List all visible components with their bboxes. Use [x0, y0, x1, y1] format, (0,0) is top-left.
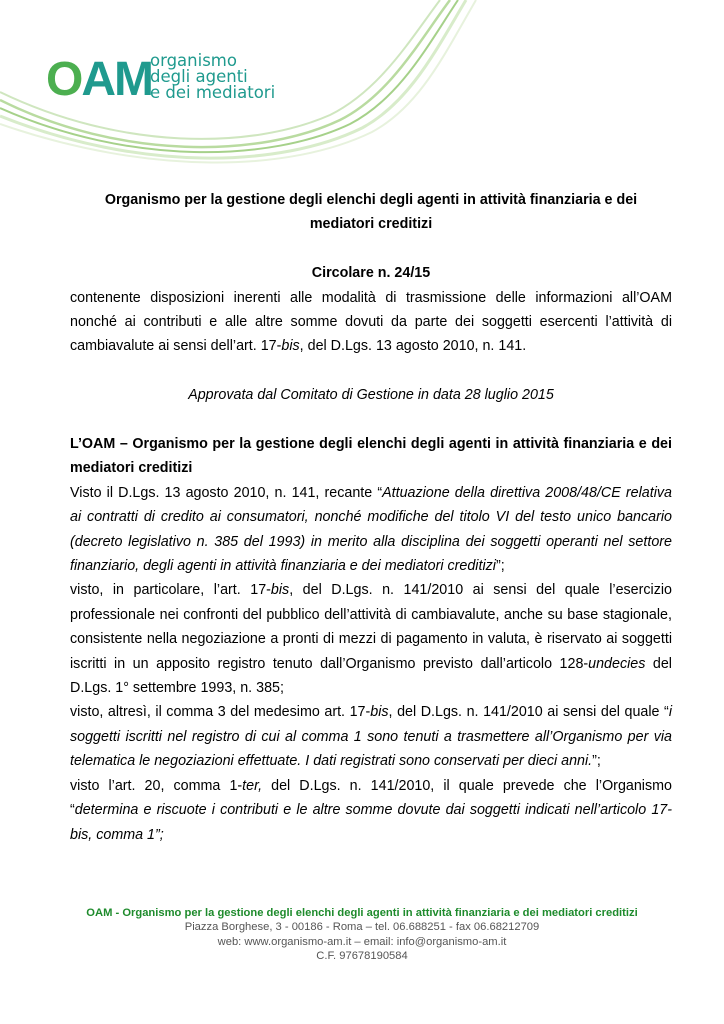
approval-note: Approvata dal Comitato di Gestione in data 28 luglio 2015	[188, 387, 554, 404]
oam-logo	[46, 53, 152, 106]
document-body	[70, 188, 672, 847]
footer-org-name: OAM - Organismo per la gestione degli elenchi degli agenti in attività finanziaria e dei mediatori creditizi	[86, 907, 638, 919]
logo-letter-o: O	[46, 53, 82, 106]
logo-line-agenti: degli agenti	[150, 67, 248, 86]
circolare-heading: Circolare n. 24/15	[311, 265, 431, 282]
page-footer	[0, 906, 724, 964]
logo-text	[150, 53, 275, 101]
logo-line-mediatori: e dei mediatori	[150, 83, 276, 102]
body-heading: L’OAM – Organismo per la gestione degli elenchi degli agenti in attività finanziaria e dei mediatori creditizi	[70, 436, 672, 477]
paragraph-visto-4: visto l’art. 20, comma 1-ter, del D.Lgs. n. 141/2010, il quale prevede che l’Organismo “determina e riscuote i contributi e le altre somme dovute dai soggetti indicati nell’articolo 17-bis, comma 1”;	[70, 777, 672, 843]
paragraph-visto-3: visto, altresì, il comma 3 del medesimo art. 17-bis, del D.Lgs. n. 141/2010 ai sensi del quale “i soggetti iscritti nel registro di cui al comma 1 sono tenuti a trasmettere all’Organismo per via telematica le negoziazioni effettuate. I dati registrati sono conservati per dieci anni.”;	[70, 704, 673, 770]
title-line-2: mediatori creditizi	[309, 216, 433, 233]
logo-letter-m: M	[114, 53, 152, 106]
footer-fiscal-code: C.F. 97678190584	[316, 950, 408, 963]
footer-contacts: web: www.organismo-am.it – email: info@organismo-am.it	[217, 935, 507, 948]
title-line-1: Organismo per la gestione degli elenchi degli agenti in attività finanziaria e dei	[104, 192, 638, 208]
paragraph-visto-2: visto, in particolare, l’art. 17-bis, del D.Lgs. n. 141/2010 ai sensi del quale l’esercizio professionale nei confronti del pubblico dell’attività di cambiavalute, anche su base stagionale, consistente nella negoziazione a pronti di mezzi di pagamento in valuta, è riservato ai soggetti iscritti in un apposito registro tenuto dall’Organismo previsto dall’articolo 128-undecies del D.Lgs. 1° settembre 1993, n. 385;	[70, 582, 672, 697]
document-title	[70, 188, 672, 237]
footer-address: Piazza Borghese, 3 - 00186 - Roma – tel. 06.688251 - fax 06.68212709	[184, 921, 540, 934]
paragraph-visto-1: Visto il D.Lgs. 13 agosto 2010, n. 141, recante “Attuazione della direttiva 2008/48/CE relativa ai contratti di credito ai consumatori, nonché modifiche del titolo VI del testo unico bancario (decreto legislativo n. 385 del 1993) in merito alla disciplina dei soggetti operanti nel settore finanziario, degli agenti in attività finanziaria e dei mediatori creditizi”;	[70, 484, 673, 575]
circolare-description: contenente disposizioni inerenti alle modalità di trasmissione delle informazioni all’OAM nonché ai contributi e alle altre somme dovuti da parte dei soggetti esercenti l’attività di cambiavalute ai sensi dell’art. 17-bis, del D.Lgs. 13 agosto 2010, n. 141.	[70, 289, 672, 355]
logo-letter-a: A	[81, 53, 115, 106]
logo-line-organismo: organismo	[150, 51, 237, 70]
